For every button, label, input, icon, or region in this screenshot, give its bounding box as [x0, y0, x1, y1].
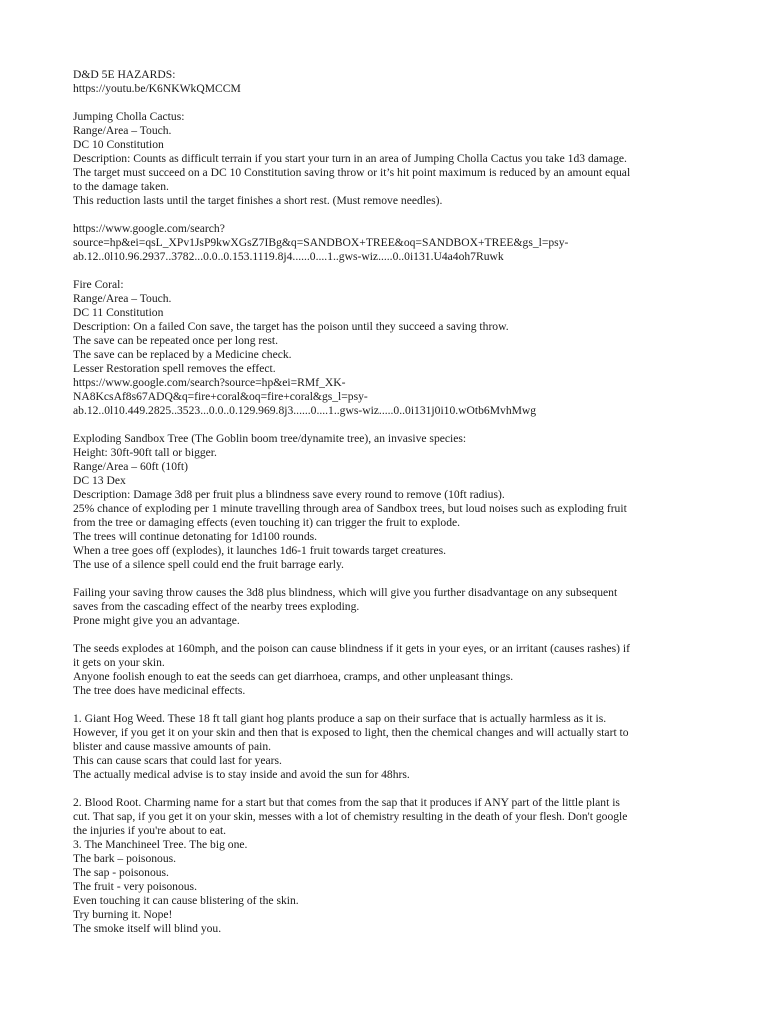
hogweed-text: However, if you get it on your skin and then that is exposed to light, then the chemical changes and will actually start to: [73, 726, 629, 739]
manchineel-text: The sap - poisonous.: [73, 866, 169, 879]
cholla-dc: DC 10 Constitution: [73, 138, 164, 151]
sandbox-range: Range/Area – 60ft (10ft): [73, 460, 188, 473]
coral-description: The save can be repeated once per long rest.: [73, 334, 279, 347]
spacer: [73, 418, 713, 432]
sandbox-description: from the tree or damaging effects (even touching it) can trigger the fruit to explode.: [73, 516, 461, 529]
sandbox-description: Description: Damage 3d8 per fruit plus a blindness save every round to remove (10ft radius).: [73, 488, 505, 501]
manchineel-text: Even touching it can cause blistering of the skin.: [73, 894, 299, 907]
coral-description: The save can be replaced by a Medicine check.: [73, 348, 292, 361]
manchineel-text: The fruit - very poisonous.: [73, 880, 197, 893]
hogweed-text: The actually medical advise is to stay inside and avoid the sun for 48hrs.: [73, 768, 410, 781]
manchineel-text: The smoke itself will blind you.: [73, 922, 222, 935]
cholla-description: Description: Counts as difficult terrain if you start your turn in an area of Jumping Cholla Cactus you take 1d3 damage.: [73, 152, 627, 165]
hogweed-text: 1. Giant Hog Weed. These 18 ft tall giant hog plants produce a sap on their surface that is actually harmless as it is.: [73, 712, 607, 725]
manchineel-text: Try burning it. Nope!: [73, 908, 173, 921]
hogweed-text: blister and cause massive amounts of pain.: [73, 740, 272, 753]
sandbox-dc: DC 13 Dex: [73, 474, 126, 487]
sandbox-description: The use of a silence spell could end the fruit barrage early.: [73, 558, 344, 571]
spacer: [73, 782, 713, 796]
video-link[interactable]: https://youtu.be/K6NKWkQMCCM: [73, 82, 241, 95]
bloodroot-text: the injuries if you're about to eat.: [73, 824, 227, 837]
spacer: [73, 96, 713, 110]
coral-description: Description: On a failed Con save, the target has the poison until they succeed a saving throw.: [73, 320, 509, 333]
document-title: D&D 5E HAZARDS:: [73, 68, 176, 81]
sandbox-description: The trees will continue detonating for 1d100 rounds.: [73, 530, 318, 543]
sandbox-seed-text: Anyone foolish enough to eat the seeds can get diarrhoea, cramps, and other unpleasant things.: [73, 670, 514, 683]
bloodroot-text: cut. That sap, if you get it on your skin, messes with a lot of chemistry resulting in the death of your flesh. Don't google: [73, 810, 628, 823]
coral-range: Range/Area – Touch.: [73, 292, 172, 305]
hogweed-text: This can cause scars that could last for years.: [73, 754, 282, 767]
cholla-heading: Jumping Cholla Cactus:: [73, 110, 185, 123]
sandbox-fail-text: Failing your saving throw causes the 3d8 plus blindness, which will give you further disadvantage on any subsequent: [73, 586, 618, 599]
sandbox-seed-text: The seeds explodes at 160mph, and the poison can cause blindness if it gets in your eyes, or an irritant (causes rashes) if: [73, 642, 630, 655]
coral-url-link[interactable]: NA8KcsAf8s67ADQ&q=fire+coral&oq=fire+coral&gs_l=psy-: [73, 390, 368, 403]
manchineel-text: 3. The Manchineel Tree. The big one.: [73, 838, 248, 851]
cholla-url-link[interactable]: https://www.google.com/search?: [73, 222, 225, 235]
spacer: [73, 208, 713, 222]
sandbox-heading: Exploding Sandbox Tree (The Goblin boom tree/dynamite tree), an invasive species:: [73, 432, 467, 445]
sandbox-seed-text: it gets on your skin.: [73, 656, 165, 669]
sandbox-fail-text: Prone might give you an advantage.: [73, 614, 240, 627]
coral-dc: DC 11 Constitution: [73, 306, 164, 319]
sandbox-description: When a tree goes off (explodes), it launches 1d6-1 fruit towards target creatures.: [73, 544, 447, 557]
document-page: [73, 68, 713, 936]
cholla-description: to the damage taken.: [73, 180, 169, 193]
spacer: [73, 628, 713, 642]
coral-url-link[interactable]: https://www.google.com/search?source=hp&ei=RMf_XK-: [73, 376, 346, 389]
sandbox-fail-text: saves from the cascading effect of the nearby trees exploding.: [73, 600, 360, 613]
coral-url-link[interactable]: ab.12..0l10.449.2825..3523...0.0..0.129.969.8j3......0....1..gws-wiz.....0..0i131j0i10.wOtb6MvhMwg: [73, 404, 537, 417]
spacer: [73, 698, 713, 712]
spacer: [73, 264, 713, 278]
sandbox-seed-text: The tree does have medicinal effects.: [73, 684, 246, 697]
cholla-url-link[interactable]: ab.12..0l10.96.2937..3782...0.0..0.153.1119.8j4......0....1..gws-wiz.....0..0i131.U4a4oh7Ruwk: [73, 250, 504, 263]
spacer: [73, 572, 713, 586]
coral-description: Lesser Restoration spell removes the effect.: [73, 362, 276, 375]
coral-heading: Fire Coral:: [73, 278, 124, 291]
cholla-url-link[interactable]: source=hp&ei=qsL_XPv1JsP9kwXGsZ7IBg&q=SANDBOX+TREE&oq=SANDBOX+TREE&gs_l=psy-: [73, 236, 569, 249]
bloodroot-text: 2. Blood Root. Charming name for a start but that comes from the sap that it produces if ANY part of the little plant is: [73, 796, 620, 809]
sandbox-height: Height: 30ft-90ft tall or bigger.: [73, 446, 217, 459]
manchineel-text: The bark – poisonous.: [73, 852, 177, 865]
cholla-description: The target must succeed on a DC 10 Constitution saving throw or it’s hit point maximum is reduced by an amount equal: [73, 166, 631, 179]
cholla-range: Range/Area – Touch.: [73, 124, 172, 137]
cholla-description: This reduction lasts until the target finishes a short rest. (Must remove needles).: [73, 194, 443, 207]
sandbox-description: 25% chance of exploding per 1 minute travelling through area of Sandbox trees, but loud noises such as exploding fruit: [73, 502, 627, 515]
